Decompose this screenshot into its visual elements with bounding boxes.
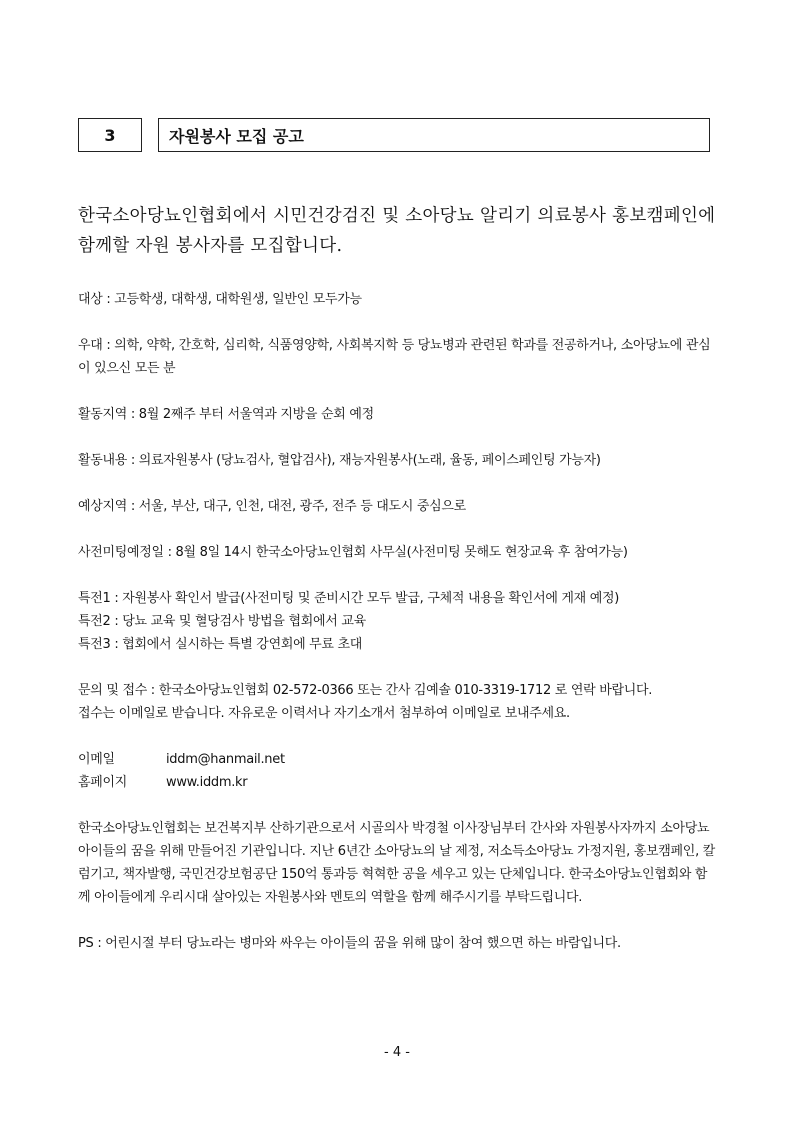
expected-region-line: 예상지역 : 서울, 부산, 대구, 인천, 대전, 광주, 전주 등 대도시 중심으로	[78, 499, 466, 514]
email-value: iddm@hanmail.net	[166, 752, 285, 767]
contact-label: 이메일	[78, 752, 115, 767]
inquiry-line: 접수는 이메일로 받습니다. 자유로운 이력서나 자기소개서 첨부하여 이메일로 보내주세요.	[78, 706, 570, 721]
homepage-value: www.iddm.kr	[166, 775, 248, 790]
contact-homepage-row	[78, 771, 718, 794]
intro-paragraph: 한국소아당뇨인협회에서 시민건강검진 및 소아당뇨 알리기 의료봉사 홍보캠페인에 함께할 자원 봉사자를 모집합니다.	[78, 206, 716, 256]
section-title: 자원봉사 모집 공고	[158, 118, 710, 152]
meeting-line: 사전미팅예정일 : 8월 8일 14시 한국소아당뇨인협회 사무실(사전미팅 못해도 현장교육 후 참여가능)	[78, 545, 628, 560]
target-line: 대상 : 고등학생, 대학생, 대학원생, 일반인 모두가능	[78, 292, 362, 307]
benefit-line: 특전2 : 당뇨 교육 및 혈당검사 방법을 협회에서 교육	[78, 614, 366, 629]
notice-body	[78, 288, 718, 955]
contact-label: 홈페이지	[78, 775, 128, 790]
activity-line: 활동내용 : 의료자원봉사 (당뇨검사, 혈압검사), 재능자원봉사(노래, 율동, 페이스페인팅 가능자)	[78, 453, 601, 468]
section-number: 3	[78, 118, 142, 152]
about-paragraph: 한국소아당뇨인협회는 보건복지부 산하기관으로서 시골의사 박경철 이사장님부터 간사와 자원봉사자까지 소아당뇨아이들의 꿈을 위해 만들어진 기관입니다. 지난 6년간 소아당뇨의 날 제정, 저소득소아당뇨 가정지원, 홍보캠페인, 칼럼기고, 책자발행, 국민건강보험공단 150억 통과등 혁혁한 공을 세우고 있는 단체입니다. 한국소아당뇨인협회와 함께 아이들에게 우리시대 살아있는 자원봉사와 멘토의 역할을 함께 해주시기를 부탁드립니다.	[78, 821, 715, 905]
region-line: 활동지역 : 8월 2째주 부터 서울역과 지방을 순회 예정	[78, 407, 374, 422]
preference-line: 우대 : 의학, 약학, 간호학, 심리학, 식품영양학, 사회복지학 등 당뇨병과 관련된 학과를 전공하거나, 소아당뇨에 관심이 있으신 모든 분	[78, 338, 711, 376]
page-number: - 4 -	[384, 1045, 410, 1060]
benefit-line: 특전1 : 자원봉사 확인서 발급(사전미팅 및 준비시간 모두 발급, 구체적 내용을 확인서에 게재 예정)	[78, 591, 620, 606]
benefit-line: 특전3 : 협회에서 실시하는 특별 강연회에 무료 초대	[78, 637, 363, 652]
ps-line: PS : 어린시절 부터 당뇨라는 병마와 싸우는 아이들의 꿈을 위해 많이 참여 했으면 하는 바람입니다.	[78, 936, 621, 951]
contact-email-row	[78, 748, 718, 771]
inquiry-line: 문의 및 접수 : 한국소아당뇨인협회 02-572-0366 또는 간사 김예솔 010-3319-1712 로 연락 바랍니다.	[78, 683, 653, 698]
